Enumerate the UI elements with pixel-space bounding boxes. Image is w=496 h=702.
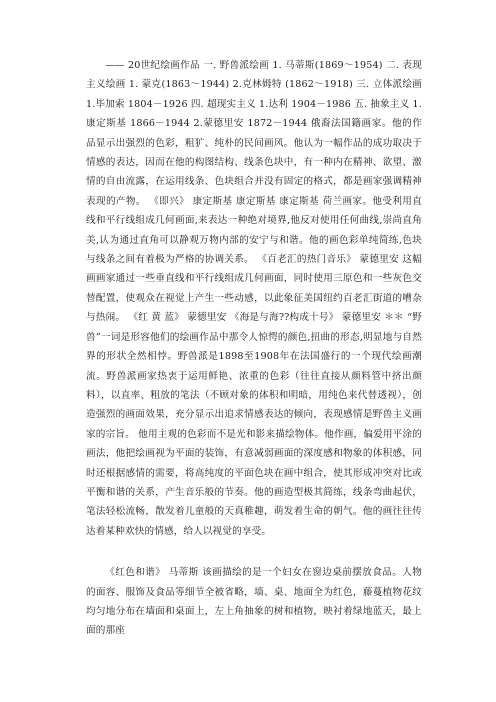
document-page — [86, 56, 422, 641]
paragraph-gap — [86, 541, 422, 563]
body-paragraph-2: 《红色和谐》 马蒂斯 该画描绘的是一个妇女在窗边桌前摆放食品。人物的面容、服饰及食品等细节全被省略，墙、桌、地面全为红色，藤蔓植物花纹均匀地分布在墙面和桌面上，左上角抽象的树和植物，映衬着绿地蓝天，最上面的那座 — [86, 567, 422, 637]
body-paragraph-1: —— 20世纪绘画作品 一. 野兽派绘画 1. 马蒂斯(1869～1954) 二. 表现主义绘画 1. 蒙克(1863～1944) 2.克林姆特 (1862～1918) 三. 立体派绘画 1.毕加索 1804－1926 四. 超现实主义 1.达利 1904－1986 五. 抽象主义 1.康定斯基 1866－1944 2.蒙德里安 1872－1944 俄裔法国籍画家。他的作品显示出强烈的色彩，粗犷、纯朴的民间画风。他认为一幅作品的成功取决于情感的表达，因而在他的构图结构、线条色块中，有一种内在精神、欲望、激情的自由流露，在运用线条、色块组合并没有固定的格式，都是画家强调精神表现的产物。 《即兴》 康定斯基 康定斯基 康定斯基 荷兰画家。他受利用直线和平行线组成几何画面,来表达一种绝对境界,他反对使用任何曲线,崇尚直角美,认为通过直角可以静观万物内部的安宁与和谐。他的画色彩单纯简练,色块与线条之间有着极为严格的协调关系。 《百老汇的热门音乐》 蒙德里安 这幅画画家通过一些垂直线和平行线组成几何画面，同时使用三原色和一些灰色交替配置，使观众在视觉上产生一些动感，以此象征美国纽约百老汇街道的嘈杂与热闹。 《红 黄 蓝》 蒙德里安 《海是与海??构成十号》 蒙德里安 ＊＊ “野兽”一词是形容他们的绘画作品中那令人惊愕的颜色,扭曲的形态,明显地与自然界的形状全然相悖。野兽派是1898至1908年在法国盛行的一个现代绘画潮流。野兽派画家热衷于运用鲜艳、浓重的色彩（往往直接从颜料管中挤出颜料），以直率、粗放的笔法（不顾对象的体积和明暗，用纯色来代替透视），创造强烈的画面效果，充分显示出追求情感表达的倾向，表现感情是野兽主义画家的宗旨。 他用主观的色彩而不是光和影来描绘物体。他作画，偏爱用平涂的画法，他把绘画视为平面的装饰，有意减弱画面的深度感和物象的体积感，同时还根据感情的需要，将高纯度的平面色块在画中组合，使其形成冲突对比或平衡和谐的关系，产生音乐般的节奏。他的画造型极其简练，线条弯曲起伏，笔法轻松流畅，散发着儿童般的天真稚趣，萌发着生命的朝气。他的画往往传达着某种欢快的情感，给人以视觉的享受。 — [86, 60, 422, 537]
